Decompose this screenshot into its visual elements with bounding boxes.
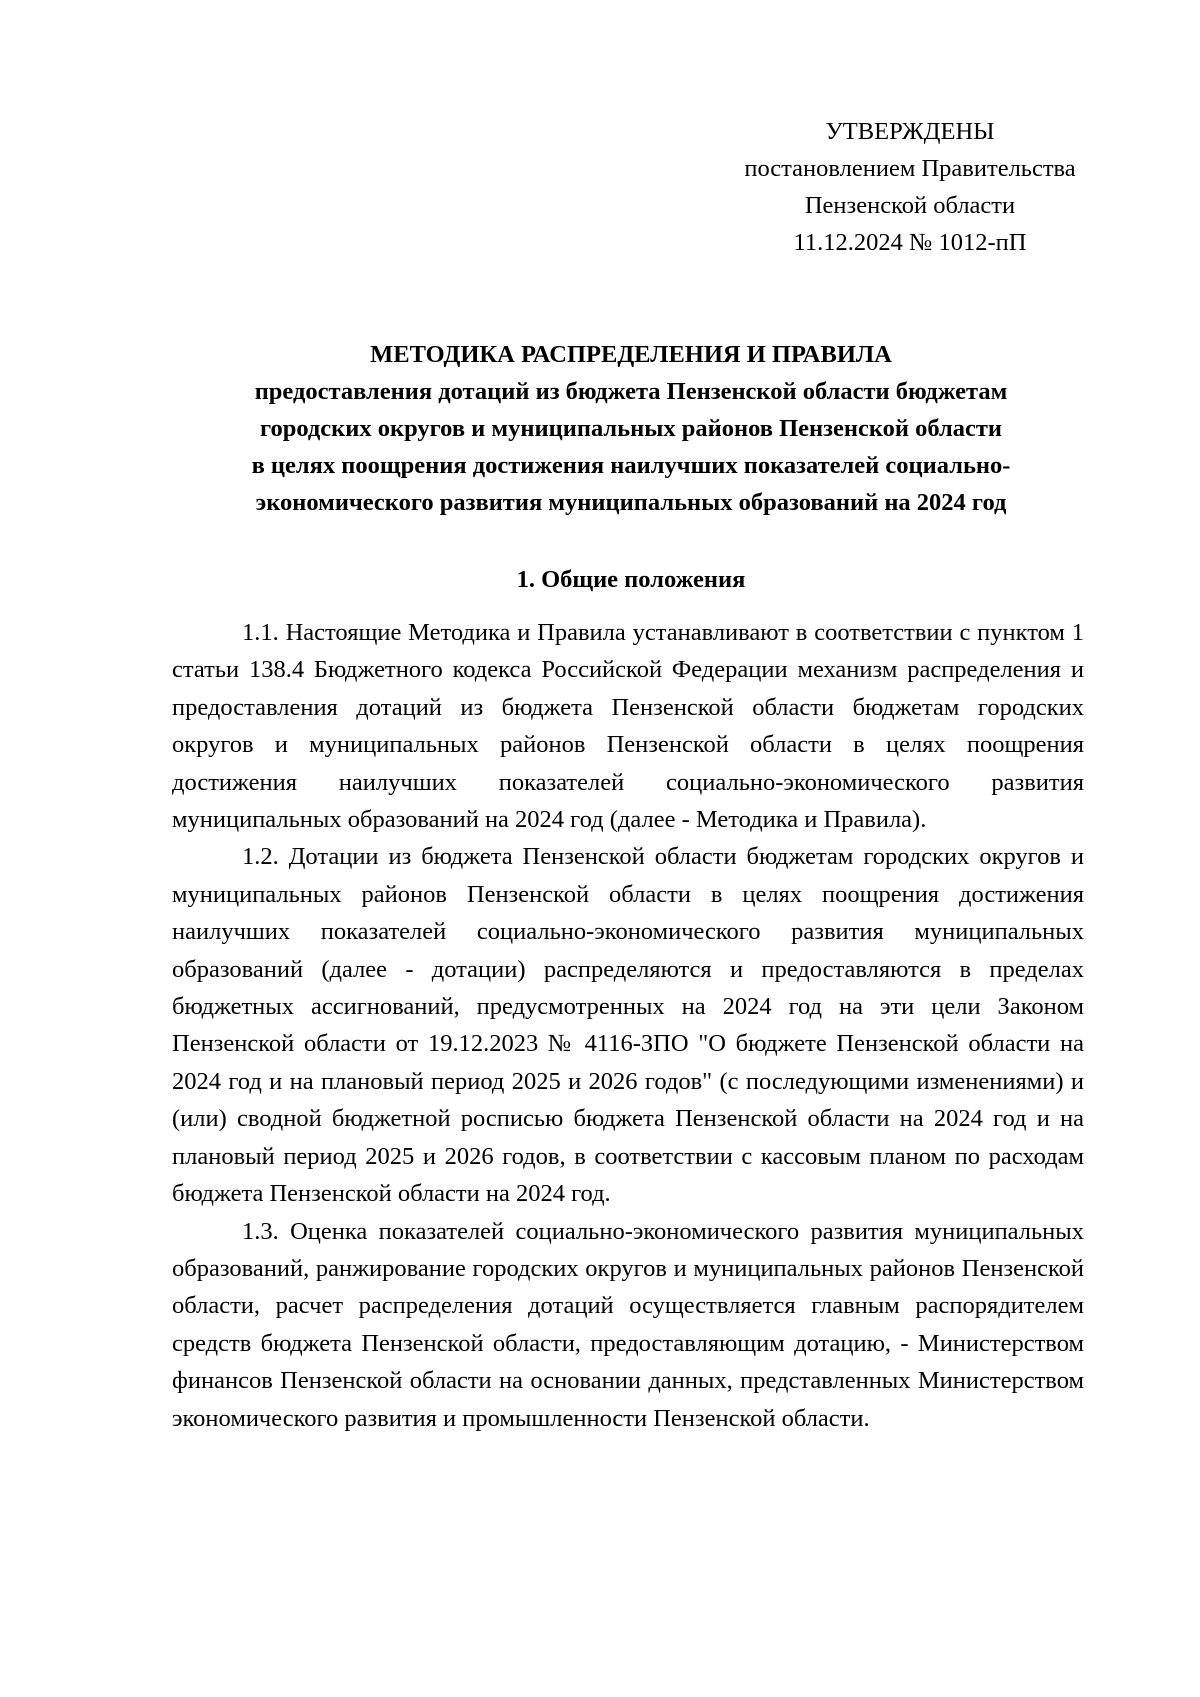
section-body <box>172 614 1084 1437</box>
title-line-3: городских округов и муниципальных районов Пензенской области <box>259 415 1003 442</box>
title-line-2: предоставления дотаций из бюджета Пензенской области бюджетам <box>254 378 1008 405</box>
approval-line-approved: УТВЕРЖДЕНЫ <box>825 118 995 145</box>
title-line-4: в целях поощрения достижения наилучших показателей социально- <box>251 452 1011 479</box>
title-line-1: МЕТОДИКА РАСПРЕДЕЛЕНИЯ И ПРАВИЛА <box>370 341 892 368</box>
paragraph-1-3: 1.3. Оценка показателей социально-экономического развития муниципальных образований, ранжирование городских округов и муниципальных районов Пензенской области, расчет распределения дотаций осуществляется главным распорядителем средств бюджета Пензенской области, предоставляющим дотацию, - Министерством финансов Пензенской области на основании данных, представленных Министерством экономического развития и промышленности Пензенской области. <box>172 1217 1084 1432</box>
approval-line-date-number: 11.12.2024 № 1012-пП <box>793 229 1027 256</box>
paragraph-1-1: 1.1. Настоящие Методика и Правила устанавливают в соответствии с пунктом 1 статьи 138.4 Бюджетного кодекса Российской Федерации механизм распределения и предоставления дотаций из бюджета Пензенской области бюджетам городских округов и муниципальных районов Пензенской области в целях поощрения достижения наилучших показателей социально-экономического развития муниципальных образований на 2024 год (далее - Методика и Правила). <box>172 619 1084 834</box>
section-heading: 1. Общие положения <box>516 566 746 593</box>
approval-line-resolution: постановлением Правительства <box>744 155 1076 182</box>
paragraph-1-2: 1.2. Дотации из бюджета Пензенской области бюджетам городских округов и муниципальных районов Пензенской области в целях поощрения достижения наилучших показателей социально-экономического развития муниципальных образований (далее - дотации) распределяются и предоставляются в пределах бюджетных ассигнований, предусмотренных на 2024 год на эти цели Законом Пензенской области от 19.12.2023 № 4116-ЗПО "О бюджете Пензенской области на 2024 год и на плановый период 2025 и 2026 годов" (с последующими изменениями) и (или) сводной бюджетной росписью бюджета Пензенской области на 2024 год и на плановый период 2025 и 2026 годов, в соответствии с кассовым планом по расходам бюджета Пензенской области на 2024 год. <box>172 843 1084 1208</box>
approval-line-region: Пензенской области <box>804 192 1016 219</box>
title-line-5: экономического развития муниципальных образований на 2024 год <box>255 489 1007 516</box>
document-title <box>160 336 1102 521</box>
approval-stamp <box>690 113 1130 261</box>
